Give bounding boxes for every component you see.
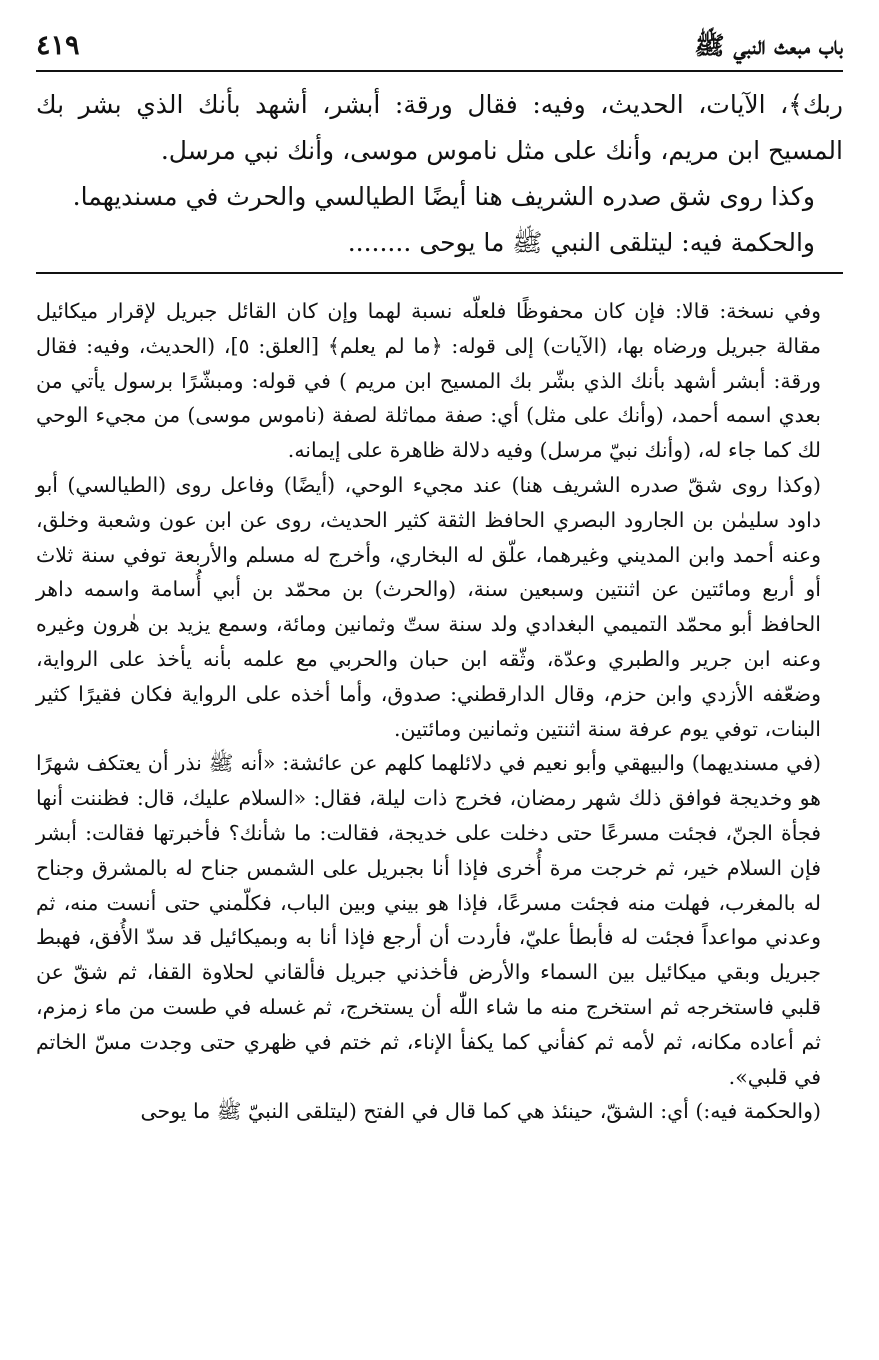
page-number: ٤١٩: [36, 30, 80, 61]
chapter-title: باب مبعث النبي ﷺ: [694, 31, 843, 60]
commentary-paragraph-4: (والحكمة فيه:) أي: الشقّ، حينئذ هي كما قال في الفتح (ليتلقى النبيّ ﷺ ما يوحى: [140, 1099, 821, 1124]
matn-paragraph-3: [36, 220, 843, 266]
book-page: [36, 24, 843, 1360]
page-header: [36, 24, 843, 68]
commentary-text: [36, 294, 843, 1129]
matn-paragraph-2: وكذا روى شق صدره الشريف هنا أيضًا الطيالسي والحرث في مسنديهما.: [72, 182, 815, 211]
matn-text: [36, 82, 843, 266]
commentary-paragraph-2: (وكذا روى شقّ صدره الشريف هنا) عند مجيء الوحي، (أيضًا) وفاعل روى (الطيالسي) أبو داود سليمٰن بن الجارود البصري الحافظ الثقة كثير الحديث، روى عن ابن عون وشعبة وخلق، وعنه أحمد وابن المديني وغيرهما، علّق له البخاري، وأخرج له مسلم والأربعة توفي سنة ثلاث أو أربع ومائتين عن اثنتين وسبعين سنة، (والحرث) بن محمّد بن أبي أُسامة واسمه داهر الحافظ أبو محمّد التميمي البغدادي ولد سنة ستّ وثمانين ومائة، وسمع يزيد بن هٰرون وغيره وعنه ابن جرير والطبري وعدّة، وثّقه ابن حبان والحربي مع علمه بأنه يأخذ على الرواية، وضعّفه الأزدي وابن حزم، وقال الدارقطني: صدوق، وأما أخذه على الرواية فكان فقيرًا كثير البنات، توفي يوم عرفة سنة اثنتين وثمانين ومائتين.: [36, 472, 821, 741]
commentary-paragraph-1: وفي نسخة: قالا: فإن كان محفوظًا فلعلّه نسبة لهما وإن كان القائل جبريل لإقرار ميكائيل مقالة جبريل ورضاه بها، (الآيات) إلى قوله: ﴿ما لم يعلم﴾ [العلق: ٥]، (الحديث، وفيه: فقال ورقة: أبشر أشهد بأنك الذي بشّر بك المسيح ابن مريم ) في قوله: ومبشّرًا برسول يأتي من بعدي اسمه أحمد، (وأنك على مثل) أي: صفة مماثلة لصفة (ناموس موسى) من مجيء الوحي لك كما جاء له، (وأنك نبيّ مرسل) وفيه دلالة ظاهرة على إيمانه.: [36, 299, 821, 463]
header-rule: [36, 70, 843, 72]
matn-line-3-text: والحكمة فيه: ليتلقى النبي ﷺ ما يوحى: [419, 228, 815, 257]
matn-paragraph-1: ربك﴾، الآيات، الحديث، وفيه: فقال ورقة: أبشر، أشهد بأنك الذي بشر بك المسيح ابن مريم، وأنك على مثل ناموس موسى، وأنك نبي مرسل.: [36, 90, 843, 165]
separator-rule: [36, 272, 843, 274]
matn-continuation-dots: ........: [347, 228, 412, 257]
commentary-paragraph-3: (في مسنديهما) والبيهقي وأبو نعيم في دلائلهما كلهم عن عائشة: «أنه ﷺ نذر أن يعتكف شهرًا هو وخديجة فوافق ذلك شهر رمضان، فخرج ذات ليلة، فقال: «السلام عليك، قال: فظننت أنها فجأة الجنّ، فجئت مسرعًا حتى دخلت على خديجة، فقالت: ما شأنك؟ فأخبرتها فقالت: أبشر فإن السلام خير، ثم خرجت مرة أُخرى فإذا أنا بجبريل على الشمس جناح له بالمشرق وجناح له بالمغرب، فهلت منه فجئت مسرعًا، فإذا هو بيني وبين الباب، فكلّمني حتى أنست منه، ثم وعدني مواعداً فجئت له فأبطأ عليّ، فأردت أن أرجع فإذا أنا به وبميكائيل قد سدّ الأُفق، فهبط جبريل وبقي ميكائيل بين السماء والأرض فأخذني جبريل فألقاني لحلاوة القفا، ثم شقّ عن قلبي فاستخرجه ثم استخرج منه ما شاء اللّٰه أن يستخرج، ثم غسله في طست من ماء زمزم، ثم أعاده مكانه، ثم لأمه ثم كفأني كما يكفأ الإناء، ثم ختم في ظهري حتى وجدت مسّ الخاتم في قلبي».: [36, 751, 821, 1089]
